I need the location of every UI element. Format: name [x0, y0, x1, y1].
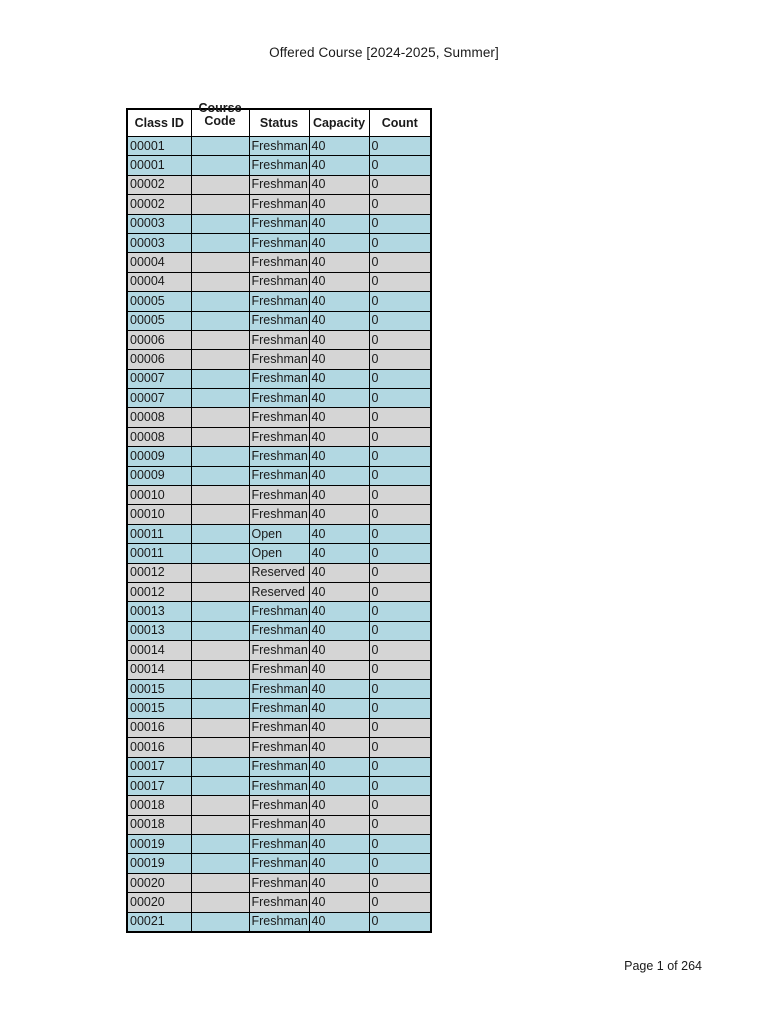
cell-status: Freshman — [249, 679, 309, 698]
cell-course-code — [191, 253, 249, 272]
cell-capacity: 40 — [309, 233, 369, 252]
cell-status: Freshman — [249, 175, 309, 194]
cell-course-code — [191, 505, 249, 524]
cell-capacity: 40 — [309, 835, 369, 854]
cell-course-code — [191, 893, 249, 912]
cell-status: Freshman — [249, 912, 309, 931]
table-row — [127, 311, 431, 330]
cell-status: Freshman — [249, 272, 309, 291]
offered-course-table — [126, 101, 432, 933]
cell-course-code — [191, 408, 249, 427]
cell-class-id: 00004 — [127, 272, 191, 291]
page-number-label: Page 1 of 264 — [624, 959, 702, 973]
cell-capacity: 40 — [309, 718, 369, 737]
cell-capacity: 40 — [309, 369, 369, 388]
cell-class-id: 00019 — [127, 854, 191, 873]
cell-class-id: 00012 — [127, 563, 191, 582]
cell-capacity: 40 — [309, 641, 369, 660]
cell-count: 0 — [369, 660, 431, 679]
cell-count: 0 — [369, 350, 431, 369]
cell-status: Freshman — [249, 311, 309, 330]
cell-course-code — [191, 815, 249, 834]
cell-count: 0 — [369, 214, 431, 233]
cell-status: Freshman — [249, 641, 309, 660]
cell-class-id: 00017 — [127, 776, 191, 795]
cell-count: 0 — [369, 447, 431, 466]
table-row — [127, 679, 431, 698]
cell-count: 0 — [369, 292, 431, 311]
cell-count: 0 — [369, 369, 431, 388]
cell-count: 0 — [369, 408, 431, 427]
cell-course-code — [191, 175, 249, 194]
cell-capacity: 40 — [309, 272, 369, 291]
cell-status: Freshman — [249, 156, 309, 175]
cell-count: 0 — [369, 893, 431, 912]
cell-course-code — [191, 466, 249, 485]
cell-class-id: 00006 — [127, 350, 191, 369]
cell-count: 0 — [369, 718, 431, 737]
cell-status: Freshman — [249, 350, 309, 369]
cell-class-id: 00008 — [127, 427, 191, 446]
cell-capacity: 40 — [309, 253, 369, 272]
table-row — [127, 835, 431, 854]
table-row — [127, 524, 431, 543]
cell-course-code — [191, 544, 249, 563]
cell-capacity: 40 — [309, 582, 369, 601]
table-row — [127, 854, 431, 873]
cell-capacity: 40 — [309, 214, 369, 233]
column-header-course-code — [191, 101, 249, 137]
cell-status: Freshman — [249, 699, 309, 718]
table-row — [127, 912, 431, 931]
cell-status: Freshman — [249, 854, 309, 873]
cell-status: Open — [249, 524, 309, 543]
cell-capacity: 40 — [309, 466, 369, 485]
cell-course-code — [191, 214, 249, 233]
cell-course-code — [191, 156, 249, 175]
cell-status: Freshman — [249, 233, 309, 252]
cell-capacity: 40 — [309, 602, 369, 621]
cell-count: 0 — [369, 505, 431, 524]
cell-capacity: 40 — [309, 912, 369, 931]
cell-class-id: 00011 — [127, 544, 191, 563]
table-row — [127, 757, 431, 776]
cell-capacity: 40 — [309, 505, 369, 524]
cell-class-id: 00012 — [127, 582, 191, 601]
column-header-course-code-label: Course Code — [198, 101, 242, 128]
cell-course-code — [191, 660, 249, 679]
cell-class-id: 00004 — [127, 253, 191, 272]
table-row — [127, 137, 431, 156]
cell-capacity: 40 — [309, 292, 369, 311]
cell-class-id: 00019 — [127, 835, 191, 854]
table-row — [127, 272, 431, 291]
cell-status: Freshman — [249, 447, 309, 466]
table-row — [127, 873, 431, 892]
cell-class-id: 00008 — [127, 408, 191, 427]
cell-class-id: 00013 — [127, 621, 191, 640]
cell-class-id: 00016 — [127, 718, 191, 737]
table-row — [127, 602, 431, 621]
cell-capacity: 40 — [309, 699, 369, 718]
cell-count: 0 — [369, 738, 431, 757]
cell-course-code — [191, 854, 249, 873]
cell-count: 0 — [369, 776, 431, 795]
cell-class-id: 00018 — [127, 815, 191, 834]
cell-count: 0 — [369, 835, 431, 854]
cell-capacity: 40 — [309, 311, 369, 330]
cell-capacity: 40 — [309, 408, 369, 427]
table-row — [127, 893, 431, 912]
cell-status: Freshman — [249, 835, 309, 854]
cell-class-id: 00009 — [127, 447, 191, 466]
cell-status: Freshman — [249, 214, 309, 233]
cell-course-code — [191, 835, 249, 854]
table-body — [127, 137, 431, 932]
cell-capacity: 40 — [309, 757, 369, 776]
cell-course-code — [191, 621, 249, 640]
cell-count: 0 — [369, 253, 431, 272]
cell-course-code — [191, 195, 249, 214]
cell-status: Freshman — [249, 873, 309, 892]
cell-capacity: 40 — [309, 660, 369, 679]
table-row — [127, 175, 431, 194]
table-row — [127, 544, 431, 563]
cell-count: 0 — [369, 524, 431, 543]
cell-capacity: 40 — [309, 330, 369, 349]
cell-course-code — [191, 389, 249, 408]
cell-class-id: 00005 — [127, 311, 191, 330]
cell-capacity: 40 — [309, 175, 369, 194]
table-row — [127, 292, 431, 311]
table-row — [127, 796, 431, 815]
cell-status: Freshman — [249, 389, 309, 408]
table-row — [127, 738, 431, 757]
cell-class-id: 00007 — [127, 369, 191, 388]
cell-course-code — [191, 679, 249, 698]
cell-capacity: 40 — [309, 796, 369, 815]
cell-course-code — [191, 350, 249, 369]
cell-status: Freshman — [249, 466, 309, 485]
table-row — [127, 621, 431, 640]
table-row — [127, 776, 431, 795]
table-row — [127, 389, 431, 408]
cell-class-id: 00003 — [127, 233, 191, 252]
cell-course-code — [191, 233, 249, 252]
cell-capacity: 40 — [309, 854, 369, 873]
cell-class-id: 00017 — [127, 757, 191, 776]
cell-class-id: 00007 — [127, 389, 191, 408]
cell-class-id: 00001 — [127, 156, 191, 175]
table-row — [127, 563, 431, 582]
cell-count: 0 — [369, 233, 431, 252]
cell-class-id: 00009 — [127, 466, 191, 485]
cell-count: 0 — [369, 175, 431, 194]
cell-status: Reserved — [249, 563, 309, 582]
cell-capacity: 40 — [309, 679, 369, 698]
cell-status: Freshman — [249, 621, 309, 640]
cell-course-code — [191, 738, 249, 757]
cell-count: 0 — [369, 602, 431, 621]
column-header-count: Count — [369, 109, 431, 137]
cell-capacity: 40 — [309, 738, 369, 757]
column-header-status: Status — [249, 109, 309, 137]
table-row — [127, 447, 431, 466]
cell-count: 0 — [369, 912, 431, 931]
cell-count: 0 — [369, 137, 431, 156]
cell-class-id: 00011 — [127, 524, 191, 543]
cell-count: 0 — [369, 195, 431, 214]
cell-class-id: 00020 — [127, 873, 191, 892]
cell-capacity: 40 — [309, 815, 369, 834]
table-row — [127, 582, 431, 601]
cell-course-code — [191, 447, 249, 466]
cell-class-id: 00016 — [127, 738, 191, 757]
cell-capacity: 40 — [309, 893, 369, 912]
cell-class-id: 00014 — [127, 660, 191, 679]
cell-class-id: 00001 — [127, 137, 191, 156]
cell-count: 0 — [369, 757, 431, 776]
cell-status: Freshman — [249, 602, 309, 621]
cell-course-code — [191, 486, 249, 505]
table-row — [127, 156, 431, 175]
cell-course-code — [191, 311, 249, 330]
cell-count: 0 — [369, 854, 431, 873]
cell-count: 0 — [369, 466, 431, 485]
cell-class-id: 00015 — [127, 699, 191, 718]
cell-count: 0 — [369, 563, 431, 582]
cell-course-code — [191, 292, 249, 311]
cell-status: Freshman — [249, 486, 309, 505]
cell-class-id: 00020 — [127, 893, 191, 912]
cell-class-id: 00021 — [127, 912, 191, 931]
cell-capacity: 40 — [309, 873, 369, 892]
cell-capacity: 40 — [309, 350, 369, 369]
cell-status: Freshman — [249, 815, 309, 834]
cell-capacity: 40 — [309, 137, 369, 156]
cell-status: Freshman — [249, 660, 309, 679]
cell-status: Freshman — [249, 796, 309, 815]
cell-class-id: 00014 — [127, 641, 191, 660]
cell-course-code — [191, 272, 249, 291]
cell-capacity: 40 — [309, 427, 369, 446]
cell-status: Freshman — [249, 718, 309, 737]
table-row — [127, 815, 431, 834]
cell-status: Freshman — [249, 408, 309, 427]
cell-course-code — [191, 524, 249, 543]
cell-status: Open — [249, 544, 309, 563]
cell-count: 0 — [369, 873, 431, 892]
cell-count: 0 — [369, 699, 431, 718]
cell-status: Freshman — [249, 253, 309, 272]
cell-course-code — [191, 641, 249, 660]
cell-class-id: 00003 — [127, 214, 191, 233]
cell-capacity: 40 — [309, 156, 369, 175]
cell-capacity: 40 — [309, 621, 369, 640]
cell-class-id: 00013 — [127, 602, 191, 621]
cell-capacity: 40 — [309, 776, 369, 795]
cell-count: 0 — [369, 156, 431, 175]
cell-course-code — [191, 602, 249, 621]
table-row — [127, 408, 431, 427]
cell-course-code — [191, 718, 249, 737]
cell-class-id: 00018 — [127, 796, 191, 815]
table-row — [127, 660, 431, 679]
cell-status: Freshman — [249, 776, 309, 795]
cell-count: 0 — [369, 544, 431, 563]
table-row — [127, 214, 431, 233]
cell-status: Freshman — [249, 893, 309, 912]
table-row — [127, 699, 431, 718]
cell-status: Freshman — [249, 330, 309, 349]
table-header — [127, 101, 431, 137]
cell-status: Freshman — [249, 369, 309, 388]
cell-class-id: 00002 — [127, 195, 191, 214]
cell-course-code — [191, 427, 249, 446]
header-row — [127, 109, 431, 137]
cell-capacity: 40 — [309, 486, 369, 505]
cell-course-code — [191, 563, 249, 582]
table-row — [127, 505, 431, 524]
table-row — [127, 369, 431, 388]
cell-count: 0 — [369, 641, 431, 660]
cell-count: 0 — [369, 621, 431, 640]
table-row — [127, 330, 431, 349]
cell-class-id: 00005 — [127, 292, 191, 311]
cell-count: 0 — [369, 389, 431, 408]
cell-count: 0 — [369, 679, 431, 698]
cell-capacity: 40 — [309, 563, 369, 582]
cell-course-code — [191, 137, 249, 156]
cell-status: Freshman — [249, 292, 309, 311]
cell-count: 0 — [369, 582, 431, 601]
cell-capacity: 40 — [309, 544, 369, 563]
column-header-class-id: Class ID — [127, 109, 191, 137]
table-row — [127, 427, 431, 446]
cell-course-code — [191, 582, 249, 601]
cell-count: 0 — [369, 272, 431, 291]
cell-class-id: 00010 — [127, 486, 191, 505]
cell-capacity: 40 — [309, 447, 369, 466]
cell-status: Freshman — [249, 137, 309, 156]
cell-status: Freshman — [249, 195, 309, 214]
cell-course-code — [191, 699, 249, 718]
cell-count: 0 — [369, 330, 431, 349]
cell-count: 0 — [369, 427, 431, 446]
cell-status: Freshman — [249, 738, 309, 757]
cell-capacity: 40 — [309, 389, 369, 408]
cell-course-code — [191, 796, 249, 815]
cell-class-id: 00015 — [127, 679, 191, 698]
cell-course-code — [191, 330, 249, 349]
table-row — [127, 641, 431, 660]
cell-course-code — [191, 776, 249, 795]
cell-capacity: 40 — [309, 195, 369, 214]
cell-status: Freshman — [249, 505, 309, 524]
column-header-capacity: Capacity — [309, 109, 369, 137]
table-row — [127, 718, 431, 737]
cell-course-code — [191, 369, 249, 388]
cell-course-code — [191, 912, 249, 931]
table-row — [127, 466, 431, 485]
table-row — [127, 195, 431, 214]
cell-course-code — [191, 873, 249, 892]
page-title: Offered Course [2024-2025, Summer] — [269, 45, 499, 60]
cell-course-code — [191, 757, 249, 776]
table-row — [127, 486, 431, 505]
cell-count: 0 — [369, 815, 431, 834]
cell-status: Freshman — [249, 427, 309, 446]
cell-status: Reserved — [249, 582, 309, 601]
cell-count: 0 — [369, 486, 431, 505]
cell-class-id: 00010 — [127, 505, 191, 524]
cell-count: 0 — [369, 796, 431, 815]
table-row — [127, 253, 431, 272]
cell-status: Freshman — [249, 757, 309, 776]
cell-class-id: 00002 — [127, 175, 191, 194]
cell-count: 0 — [369, 311, 431, 330]
table-row — [127, 233, 431, 252]
cell-capacity: 40 — [309, 524, 369, 543]
cell-class-id: 00006 — [127, 330, 191, 349]
table-row — [127, 350, 431, 369]
